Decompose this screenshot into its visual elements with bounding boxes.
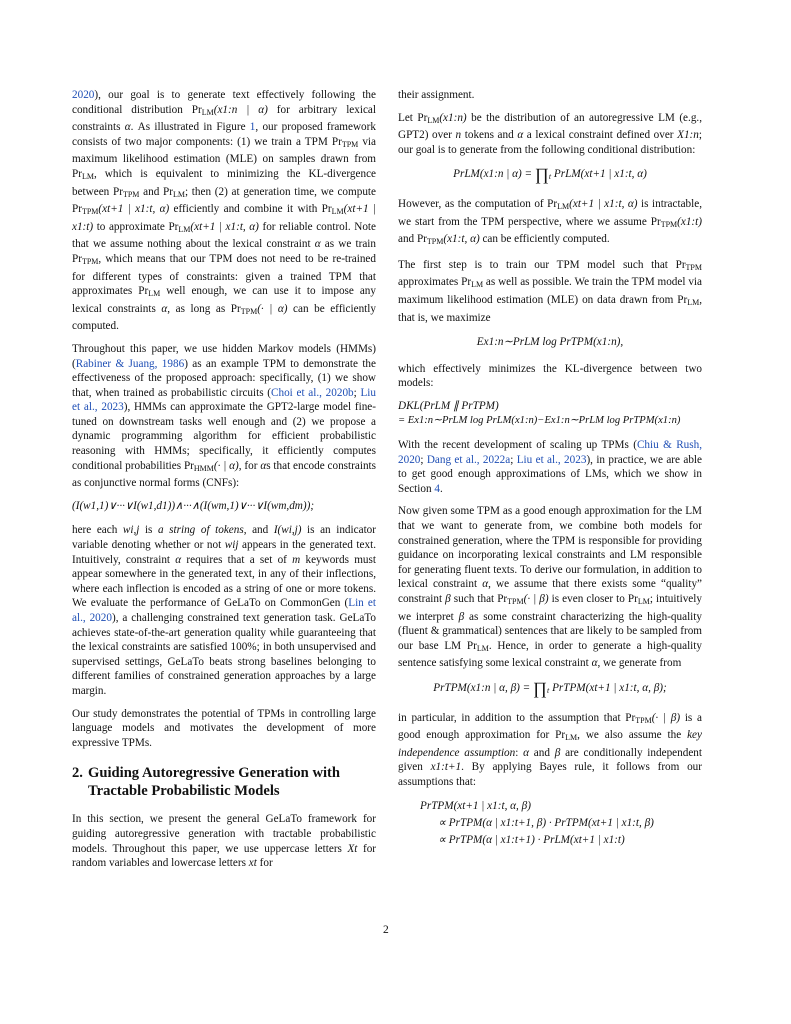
- math-expr: PrTPM(xt+1 | x1:t, α, β);: [552, 682, 667, 694]
- section-title-line2: Tractable Probabilistic Models: [88, 783, 280, 800]
- math-subscript: TPM: [341, 139, 359, 149]
- text-span: well enough, we can use it to impose any lexical constraints: [72, 285, 376, 315]
- text-span: via maximum likelihood estimation (MLE) on samples drawn from Pr: [72, 135, 377, 180]
- text-span: can be efficiently computed.: [479, 233, 610, 246]
- equation-bayes: [420, 798, 702, 849]
- citation-link[interactable]: Chiu & Rush, 2020: [398, 439, 702, 466]
- right-column: [398, 88, 702, 857]
- math-subscript: TPM: [507, 597, 524, 607]
- text-span: for random variables and lowercase letters: [72, 842, 377, 870]
- text-span: are conditionally independent given: [398, 746, 702, 774]
- math-symbol: α: [314, 238, 321, 251]
- math-expr: (· | β): [523, 593, 549, 606]
- text-span: ; our goal is to generate from the following conditional distribution:: [398, 129, 702, 156]
- paragraph-lm-def: [398, 111, 702, 158]
- text-span: a lexical constraint defined over: [523, 129, 678, 142]
- text-span: . Hence, in order to generate a high-quality sentence satisfying some lexical constraint: [398, 639, 702, 670]
- math-symbol: Xt: [347, 842, 358, 855]
- math-symbol: α: [175, 553, 182, 566]
- math-expr: (xt+1 | x1:t, α): [190, 220, 259, 233]
- citation-link[interactable]: Choi et al., 2020b: [271, 386, 354, 399]
- equation-cnf: [72, 499, 376, 514]
- paragraph-constraint: [72, 523, 376, 698]
- math-expr: I(wi,j): [273, 524, 302, 537]
- math-expr: ∝ PrTPM(α | x1:t+1, β) · PrTPM(xt+1 | x1:t, β): [438, 816, 654, 829]
- text-span: as some constraint characterizing the high-quality (fluent & grammatical) sentences that are likely to be sampled from our base LM Pr: [398, 610, 702, 652]
- text-span: ), our goal is to generate text effectively following the conditional distribution Pr: [72, 89, 376, 116]
- math-symbol: α: [260, 459, 267, 472]
- text-span: :: [515, 746, 524, 759]
- product-symbol: ∏: [533, 679, 548, 698]
- text-span: and Pr: [139, 185, 173, 198]
- text-span: for arbitrary lexical constraints: [72, 103, 377, 134]
- math-expr: (I(w1,1)∨···∨I(w1,d1))∧···∧(I(wm,1)∨···∨I(wm,dm));: [72, 499, 315, 512]
- emphasis-text: a string of tokens: [158, 524, 244, 537]
- paragraph-study: Our study demonstrates the potential of TPMs in controlling large language models and motivates the development of more expressive TPMs.: [72, 707, 376, 749]
- math-expr: ∝ PrTPM(α | x1:t+1) · PrLM(xt+1 | x1:t): [438, 833, 625, 846]
- text-span: and: [529, 746, 555, 759]
- text-span: ;: [420, 453, 427, 466]
- text-span: can be efficiently computed.: [72, 302, 376, 333]
- text-span: .: [439, 482, 443, 495]
- math-expr: (x1:t): [677, 215, 702, 228]
- math-symbol: m: [292, 553, 301, 566]
- paragraph-kl: which effectively minimizes the KL-divergence between two models:: [398, 362, 702, 390]
- text-span: is intractable, we start from the TPM perspective, where we assume Pr: [398, 197, 703, 228]
- paragraph-combine: [398, 504, 702, 671]
- text-span: , we generate from: [597, 657, 682, 670]
- math-expr: (xt+1 | x1:t, α): [98, 203, 170, 216]
- text-span: for reliable control. Note that we assume nothing about the lexical constraint: [72, 220, 376, 251]
- math-expr: (x1:t, α): [443, 233, 480, 246]
- paragraph-intractable: [398, 197, 702, 250]
- math-subscript: LM: [172, 189, 185, 199]
- section-heading: [72, 764, 376, 800]
- math-subscript: LM: [201, 107, 214, 117]
- text-span: , and: [243, 524, 274, 537]
- math-expr: (x1:n): [439, 111, 467, 124]
- paragraph-framework: [72, 88, 376, 334]
- text-span: The first step is to train our TPM model such that Pr: [398, 258, 686, 271]
- text-span: . By applying Bayes rule, it follows from our assumptions that:: [398, 761, 702, 788]
- math-subscript: TPM: [81, 207, 99, 217]
- text-span: ), in practice, we are able to get good enough approximations of LMs, which we show in Section: [398, 453, 702, 495]
- text-span: s that encode constraints as conjunctive normal forms (CNFs):: [72, 459, 377, 490]
- equation-generate: PrTPM(x1:n | α, β) = ∏t PrTPM(xt+1 | x1:t, α, β);: [433, 679, 667, 698]
- math-subscript: TPM: [685, 262, 702, 272]
- equation-mle: [398, 335, 702, 350]
- math-symbol: wij: [224, 539, 239, 552]
- text-span: , our proposed framework consists of two major components: (1) we train a TPM Pr: [72, 121, 376, 148]
- paragraph-train-tpm: [398, 258, 702, 325]
- text-span: here each: [72, 524, 123, 537]
- math-expr: PrTPM(xt+1 | x1:t, α, β): [420, 799, 531, 812]
- paragraph-assignment: their assignment.: [398, 89, 475, 101]
- math-subscript: TPM: [426, 237, 444, 247]
- math-expr: (x1:n | α): [213, 103, 268, 116]
- math-symbol: n: [455, 129, 462, 142]
- citation-link[interactable]: Liu et al., 2023: [72, 386, 377, 414]
- text-span: as well as possible. We train the TPM model via maximum likelihood estimation (MLE) on data drawn from Pr: [398, 276, 702, 306]
- paragraph-scaling: [398, 438, 702, 496]
- text-span: to approximate Pr: [93, 220, 179, 233]
- math-symbol: X1:n: [677, 129, 699, 142]
- math-expr: Ex1:n∼PrLM log PrTPM(x1:n),: [476, 336, 624, 349]
- math-symbol: α: [124, 121, 131, 134]
- paragraph-section-intro: [72, 812, 376, 870]
- equation-conditional: PrLM(x1:n | α) = ∏t PrLM(xt+1 | x1:t, α): [453, 165, 647, 185]
- text-span: , we assume that there exists some “quality” constraint: [398, 578, 703, 606]
- section-ref-link[interactable]: 4: [434, 482, 440, 495]
- paragraph-independence: [398, 711, 702, 790]
- math-subscript: LM: [471, 280, 484, 290]
- text-span: With the recent development of scaling up TPMs (: [398, 439, 637, 452]
- text-span: in particular, in addition to the assumption that Pr: [398, 711, 636, 724]
- math-symbol: α: [482, 578, 489, 591]
- text-span: Throughout this paper, we use hidden Markov models (HMMs) (: [72, 342, 376, 370]
- text-span: is: [139, 524, 158, 537]
- math-subscript: LM: [148, 289, 161, 299]
- math-expr: PrLM(xt+1 | x1:t, α): [553, 168, 647, 181]
- figure-ref-link[interactable]: 1: [249, 121, 256, 134]
- math-symbol: x1:t+1: [430, 761, 462, 774]
- text-span: such that Pr: [450, 593, 508, 606]
- citation-link[interactable]: 2020: [72, 89, 95, 101]
- math-subscript: LM: [476, 643, 489, 653]
- math-expr: (· | α): [213, 459, 239, 472]
- math-expr: = Ex1:n∼PrLM log PrLM(x1:n)−Ex1:n∼PrLM log PrTPM(x1:n): [398, 414, 681, 426]
- citation-link[interactable]: Liu et al., 2023: [516, 453, 587, 466]
- text-span: is a good enough approximation for Pr: [398, 711, 702, 742]
- emphasis-text: key independence assumption: [398, 729, 702, 759]
- left-column: [72, 88, 376, 879]
- paragraph-hmm: [72, 342, 376, 491]
- text-span: requires that a set of: [181, 553, 293, 566]
- text-span: Now given some TPM as a good enough approximation for the LM that we want to generate from, we combine both models for constrained generation, where the TPM is responsible for providing guidance on incorporating lexical constraints and LM responsible for generating fluent texts. To derive our formulation, in addition to lexical constraint: [398, 505, 702, 591]
- math-symbol: α: [591, 657, 598, 670]
- text-span: approximates Pr: [398, 276, 472, 289]
- text-span: , for: [238, 459, 261, 472]
- text-span: ;: [510, 453, 517, 466]
- text-span: , which means that our TPM does not need to be re-trained for different types of constraints: given a trained TPM that approximates Pr: [72, 252, 376, 298]
- product-symbol: ∏: [534, 165, 549, 185]
- citation-link[interactable]: Lin et al., 2020: [72, 597, 376, 624]
- math-expr: (xt+1 | x1:t): [72, 203, 376, 233]
- math-symbol: β: [554, 746, 561, 759]
- text-span: ; then (2) at generation time, we compute Pr: [72, 185, 376, 216]
- page-number: 2: [383, 924, 389, 936]
- text-span: , which is equivalent to minimizing the KL-divergence between Pr: [72, 167, 376, 198]
- text-span: keywords must appear somewhere in the generated text, in any of their inflections, where each inflection is encoded as a string of one or more tokens. We evaluate the performance of GeLaTo on CommonGen (: [72, 553, 376, 610]
- text-span: , as long as Pr: [167, 302, 241, 315]
- math-expr: (· | β): [651, 711, 681, 724]
- text-span: , we also assume the: [577, 729, 688, 742]
- text-span: ), a challenging constrained text generation task. GeLaTo achieves state-of-the-art generation quality while guaranteeing that the lexical constraints are satisfied 100%; in both unsupervised and supervised settings, GeLaTo beats strong baselines belonging to different families of constrained generation approaches by a large margin.: [72, 612, 376, 697]
- text-span: ), HMMs can approximate the GPT2-large model fine-tuned on downstream tasks well enough and (2) we propose a dynamic programming algorithm for efficient probabilistic reasoning with HMMs; specifically, it efficiently computes conditional probabilities Pr: [72, 401, 376, 472]
- math-subscript: TPM: [122, 189, 140, 199]
- text-span: is even closer to Pr: [548, 593, 638, 606]
- text-span: ; intuitively we interpret: [398, 593, 702, 623]
- citation-link[interactable]: Rabiner & Juang, 1986: [75, 357, 185, 370]
- text-span: is an indicator variable denoting whether or not: [72, 524, 376, 552]
- math-symbol: α: [161, 302, 168, 315]
- text-span: Let Pr: [398, 111, 428, 124]
- math-expr: PrTPM(x1:n | α, β) =: [433, 682, 534, 694]
- math-subscript: LM: [637, 597, 650, 607]
- text-span: efficiently and combine it with Pr: [169, 203, 332, 216]
- math-symbol: α: [523, 746, 530, 759]
- math-subscript: LM: [331, 207, 344, 217]
- math-subscript: LM: [557, 201, 570, 211]
- math-expr: (xt+1 | x1:t, α): [569, 197, 638, 210]
- text-span: and Pr: [398, 233, 427, 246]
- math-subscript: HMM: [193, 463, 214, 473]
- math-symbol: α: [517, 129, 524, 142]
- math-symbol: β: [445, 593, 451, 606]
- text-span: ;: [353, 386, 361, 399]
- text-span: be the distribution of an autoregressive LM (e.g., GPT2) over: [398, 111, 703, 142]
- math-subscript: LM: [81, 171, 94, 181]
- text-span: However, as the computation of Pr: [398, 197, 558, 210]
- math-symbol: xt: [248, 857, 257, 870]
- text-span: . As illustrated in Figure: [130, 121, 250, 134]
- math-symbol: β: [458, 610, 465, 623]
- equation-kl: [398, 399, 702, 428]
- math-expr: PrLM(x1:n | α) =: [453, 168, 535, 181]
- math-expr: DKL(PrLM ∥ PrTPM): [398, 399, 499, 412]
- math-symbol: wi,j: [122, 524, 140, 537]
- math-subscript: LM: [178, 224, 191, 234]
- math-subscript: TPM: [660, 219, 678, 229]
- text-span: for: [256, 857, 273, 870]
- text-span: In this section, we present the general GeLaTo framework for guiding autoregressive generation with tractable probabilistic models. Throughout this paper, we use uppercase letters: [72, 813, 376, 855]
- section-number: 2.: [72, 765, 83, 782]
- text-span: appears in the generated text. Intuitively, constraint: [72, 539, 376, 566]
- text-span: , that is, we maximize: [398, 293, 702, 324]
- math-subscript: TPM: [635, 715, 652, 725]
- math-expr: (· | α): [257, 302, 288, 315]
- math-subscript: TPM: [81, 256, 99, 266]
- text-span: tokens and: [461, 129, 518, 142]
- math-subscript: LM: [687, 297, 700, 307]
- citation-link[interactable]: Dang et al., 2022a: [426, 453, 511, 466]
- math-subscript: LM: [565, 733, 578, 743]
- text-span: as we train Pr: [72, 238, 376, 265]
- math-subscript: LM: [427, 115, 440, 125]
- section-title-line1: Guiding Autoregressive Generation with: [88, 765, 341, 782]
- math-subscript: TPM: [240, 306, 258, 316]
- text-span: ) as an example TPM to demonstrate the effectiveness of the proposed approach: specifically, (1) we show that, when trained as probabilistic circuits (: [72, 357, 376, 399]
